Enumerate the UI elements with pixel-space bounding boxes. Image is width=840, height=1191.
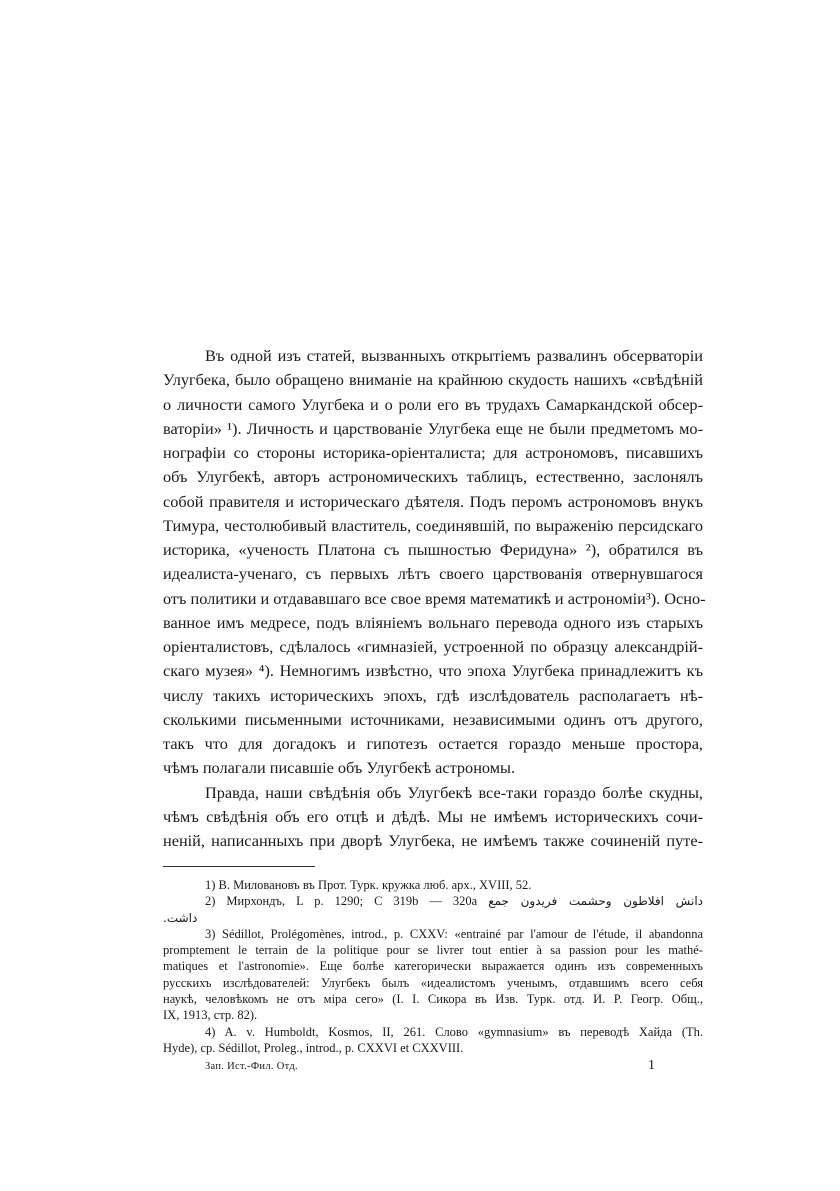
text-line: ваторіи» ¹). Личность и царствованіе Улугбека еще не были предметомъ мо- <box>163 418 703 438</box>
footnote-2 <box>163 893 703 909</box>
text-line: чѣмъ свѣдѣнія объ его отцѣ и дѣдѣ. Мы не имѣемъ историческихъ сочи- <box>163 806 703 826</box>
text-line: Улугбека, было обращено вниманіе на крайнюю скудость нашихъ «свѣдѣній <box>163 370 703 390</box>
footnotes <box>163 877 703 1056</box>
paragraph-1 <box>163 344 706 781</box>
text-line: ванное имъ медресе, подъ вліяніемъ вольнаго перевода одного изъ старыхъ <box>163 612 703 632</box>
text-line: Тимура, честолюбивый властитель, соединявшій, по выраженію персидскаго <box>163 515 703 535</box>
footnote-3-line: promptement le terrain de la politique pour se livrer tout entier à sa passion pour les mathé- <box>163 943 703 958</box>
text-line: о личности самого Улугбека и о роли его въ трудахъ Самаркандской обсер- <box>163 394 703 414</box>
footnote-3: 3) Sédillot, Prolégomènes, introd., p. CXXV: «entrainé par l'amour de l'étude, il abandonna <box>205 926 703 941</box>
text-line: Въ одной изъ статей, вызванныхъ открытіемъ развалинъ обсерваторіи <box>205 346 703 365</box>
footnote-2-cont <box>163 910 703 926</box>
main-text <box>163 344 706 853</box>
footnote-2-arabic-cont: داشت. <box>163 910 198 925</box>
footnote-3-line: matiques et l'astronomie». Еще болѣе категорически выражается одинъ изъ современныхъ <box>163 959 703 974</box>
text-line: историка, «ученость Платона съ пышностью Феридуна» ²), обратился въ <box>163 540 703 559</box>
footnote-3-line: русскихъ изслѣдователей: Улугбекъ былъ «идеалистомъ ученымъ, отдавшимъ всего себя <box>163 975 703 990</box>
text-line: числу такихъ историческихъ эпохъ, гдѣ изслѣдователь располагаетъ нѣ- <box>163 685 703 705</box>
page-number: 1 <box>648 1058 655 1073</box>
text-line: собой правителя и историческаго дѣятеля. Подъ перомъ астрономовъ внукъ <box>163 491 703 511</box>
text-line: Правда, наши свѣдѣнія объ Улугбекѣ все-таки гораздо болѣе скудны, <box>205 782 703 802</box>
footnote-divider <box>163 866 315 867</box>
footnote-4-line: Hyde), cp. Sédillot, Proleg., introd., p. CXXVI et CXXVIII. <box>163 1040 464 1055</box>
text-line: сколькими письменными источниками, независимыми одинъ отъ другого, <box>163 709 703 729</box>
text-line: объ Улугбекѣ, авторъ астрономическихъ таблицъ, естественно, заслонялъ <box>163 467 703 487</box>
text-line: отъ политики и отдававшаго все свое время математикѣ и астрономіи³). Осно- <box>163 588 706 608</box>
footnote-4: 4) A. v. Humboldt, Kosmos, II, 261. Слово «gymnasium» въ переводѣ Хайда (Th. <box>205 1024 703 1039</box>
text-line: такъ что для догадокъ и гипотезъ остается гораздо меньше простора, <box>163 734 703 753</box>
footnote-2-arabic: دانش افلاطون وحشمت فريدون جمع <box>488 894 703 909</box>
text-line: чѣмъ полагали писавшіе объ Улугбекѣ астрономы. <box>163 758 516 778</box>
text-line: идеалиста-ученаго, съ первыхъ лѣтъ своего царствованія отвернувшагося <box>163 564 703 584</box>
footnote-3-line: IX, 1913, стр. 82). <box>163 1008 258 1023</box>
signature-mark: Зап. Ист.-Фил. Отд. <box>205 1061 298 1072</box>
paragraph-2 <box>163 781 703 854</box>
text-line: оріенталистовъ, сдѣлалось «гимназіей, устроенной по образцу александрій- <box>163 637 703 656</box>
footnote-3-line: наукѣ, человѣкомъ не отъ міра сего» (I. I. Сикора въ Изв. Турк. отд. И. Р. Геогр. Общ., <box>163 992 703 1007</box>
text-line: неній, написанныхъ при дворѣ Улугбека, не имѣемъ также сочиненій путе- <box>163 831 703 850</box>
footnote-1: 1) В. Миловановъ въ Прот. Турк. кружка люб. арх., XVIII, 52. <box>205 878 532 892</box>
footnote-2-latin: 2) Мирхондъ, L p. 1290; C 319b — 320a <box>205 894 478 909</box>
text-line: нографіи со стороны историка-оріенталиста; для астрономовъ, писавшихъ <box>163 443 703 462</box>
text-line: скаго музея» ⁴). Немногимъ извѣстно, что эпоха Улугбека принадлежитъ къ <box>163 661 703 681</box>
